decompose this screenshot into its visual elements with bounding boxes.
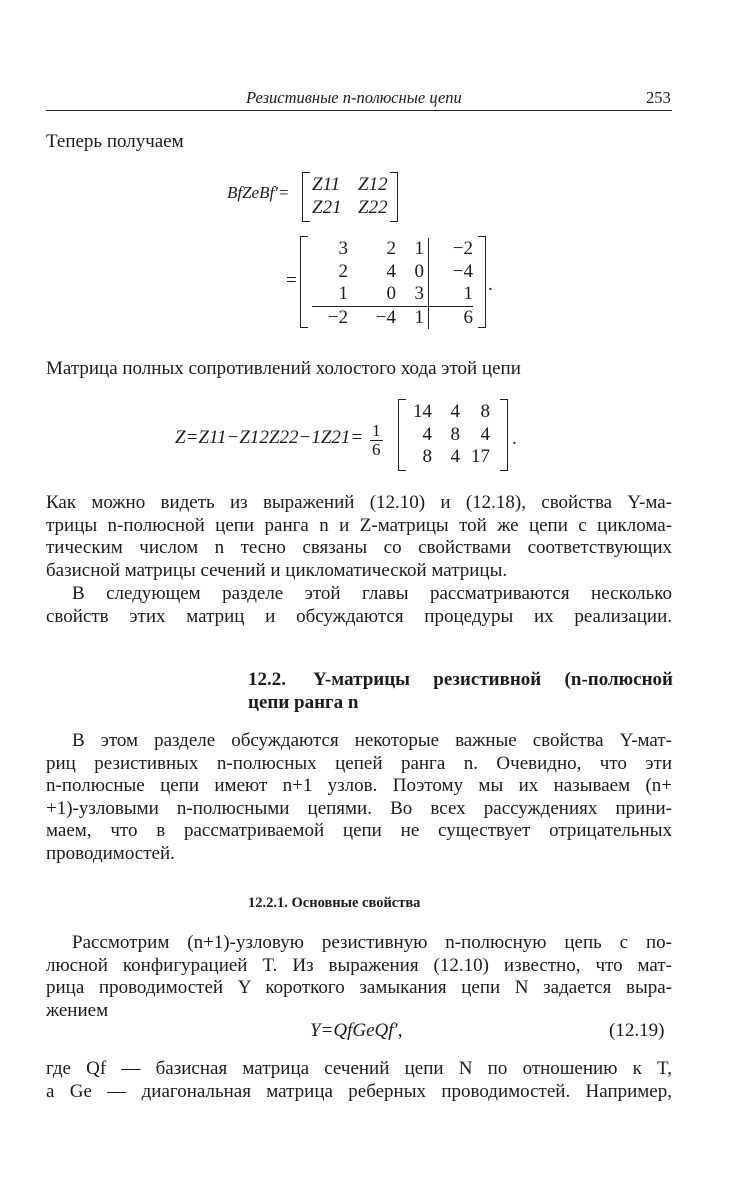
- eq2-cell: 14: [413, 401, 432, 422]
- eq1-cell: 1: [312, 283, 348, 306]
- eq1-cell: 0: [396, 261, 429, 284]
- section-title-line-2: цепи ранга n: [248, 692, 359, 713]
- text-line: +1)-узловыми n-полюсными цепями. Во всех рассуждениях прини-: [46, 797, 672, 819]
- eq1-block-cell: Z21: [312, 196, 342, 218]
- eq2-cell: 17: [471, 446, 490, 467]
- eq2-frac-num: 1: [372, 421, 381, 440]
- eq2-cell: 8: [422, 446, 432, 467]
- paragraph-1: [46, 492, 672, 582]
- eq2-period: .: [512, 428, 517, 449]
- paragraph-4: [46, 932, 672, 1022]
- section-title-line-1: Y-матрицы резистивной (n-полюсной: [313, 669, 673, 690]
- running-title: Резистивные n-полюсные цепи: [246, 88, 462, 107]
- paragraph-5: [46, 1058, 672, 1103]
- text-line: люсной конфигурацией T. Из выражения (12.10) известно, что мат-: [46, 954, 672, 976]
- text-line: а Ge — диагональная матрица реберных проводимостей. Например,: [46, 1080, 672, 1102]
- eq3-number: (12.19): [609, 1020, 665, 1041]
- eq1-cell: 1: [396, 306, 429, 329]
- eq1-cell: 3: [338, 238, 348, 259]
- eq1-cell: 3: [396, 283, 429, 306]
- text-line: тическим числом n тесно связаны со свойствами соответствующих: [46, 537, 672, 558]
- eq1-cell: 0: [348, 283, 396, 306]
- header-rule: [46, 110, 672, 111]
- eq1-block-matrix: [302, 172, 398, 222]
- text-line: Рассмотрим (n+1)-узловую резистивную n-полюсную цепь с по-: [72, 932, 672, 953]
- intro-line: Теперь получаем: [46, 131, 184, 152]
- paragraph-2: [46, 583, 672, 628]
- eq2-frac-den: 6: [372, 440, 381, 459]
- text-line: n-полюсные цепи имеют n+1 узлов. Поэтому мы их называем (n+: [46, 775, 672, 796]
- eq1-block-cell: Z22: [358, 196, 388, 218]
- text-line: маем, что в рассматриваемой цепи не существует отрицательных: [46, 820, 672, 841]
- eq2-lhs: Z=Z11−Z12Z22−1Z21=: [175, 427, 364, 448]
- eq2-fraction: [370, 422, 383, 459]
- text-line: рица проводимостей Y короткого замыкания цепи N задается выра-: [46, 977, 672, 998]
- text-line: базисной матрицы сечений и цикломатической матрицы.: [46, 559, 508, 581]
- text-line: свойств этих матриц и обсуждаются процедуры их реализации.: [46, 605, 672, 627]
- eq1-cell: −4: [375, 306, 396, 328]
- eq1-block-cell: Z12: [358, 174, 388, 195]
- text-line: где Qf — базисная матрица сечений цепи N по отношению к T,: [46, 1058, 672, 1079]
- eq1-cell: −2: [327, 306, 348, 328]
- subsection-title: 12.2.1. Основные свойства: [248, 895, 421, 911]
- text-line: В следующем разделе этой главы рассматриваются несколько: [72, 583, 672, 604]
- eq2-matrix: [398, 399, 508, 471]
- eq1-cell: 1: [429, 283, 474, 306]
- eq2-cell: 4: [450, 446, 460, 467]
- paragraph-3: [46, 730, 672, 865]
- eq3-formula: Y=QfGeQf′,: [310, 1020, 403, 1041]
- eq1-cell: −4: [452, 260, 473, 282]
- eq1-cell: 6: [463, 306, 473, 328]
- z-matrix-intro: Матрица полных сопротивлений холостого хода этой цепи: [46, 358, 521, 379]
- eq1-period: .: [488, 274, 493, 295]
- eq1-lhs: BfZeBf′=: [227, 183, 290, 202]
- eq1-cell: −2: [452, 238, 473, 259]
- eq2-cell: 8: [480, 401, 490, 422]
- eq1-matrix: [300, 236, 486, 328]
- text-line: риц резистивных n-полюсных цепей ранга n. Очевидно, что эти: [46, 752, 672, 774]
- section-number: 12.2.: [248, 669, 286, 690]
- eq2-cell: 4: [480, 423, 490, 445]
- text-line: проводимостей.: [46, 842, 175, 864]
- text-line: В этом разделе обсуждаются некоторые важные свойства Y-мат-: [72, 730, 672, 751]
- eq1-equals: =: [286, 270, 297, 291]
- eq2-cell: 8: [450, 423, 460, 445]
- text-line: Как можно видеть из выражений (12.10) и (12.18), свойства Y-ма-: [46, 492, 672, 513]
- text-line: трицы n-полюсной цепи ранга n и Z-матрицы той же цепи с циклома-: [46, 514, 672, 536]
- text-line: жением: [46, 999, 109, 1021]
- eq2-cell: 4: [450, 401, 460, 422]
- eq1-block-cell: Z11: [312, 174, 341, 195]
- eq1-cell: 2: [386, 238, 396, 259]
- eq1-cell: 2: [338, 260, 348, 282]
- eq2-cell: 4: [422, 423, 432, 445]
- eq1-cell: 1: [396, 238, 429, 261]
- eq1-cell: 4: [386, 260, 396, 282]
- page-number: 253: [646, 88, 671, 107]
